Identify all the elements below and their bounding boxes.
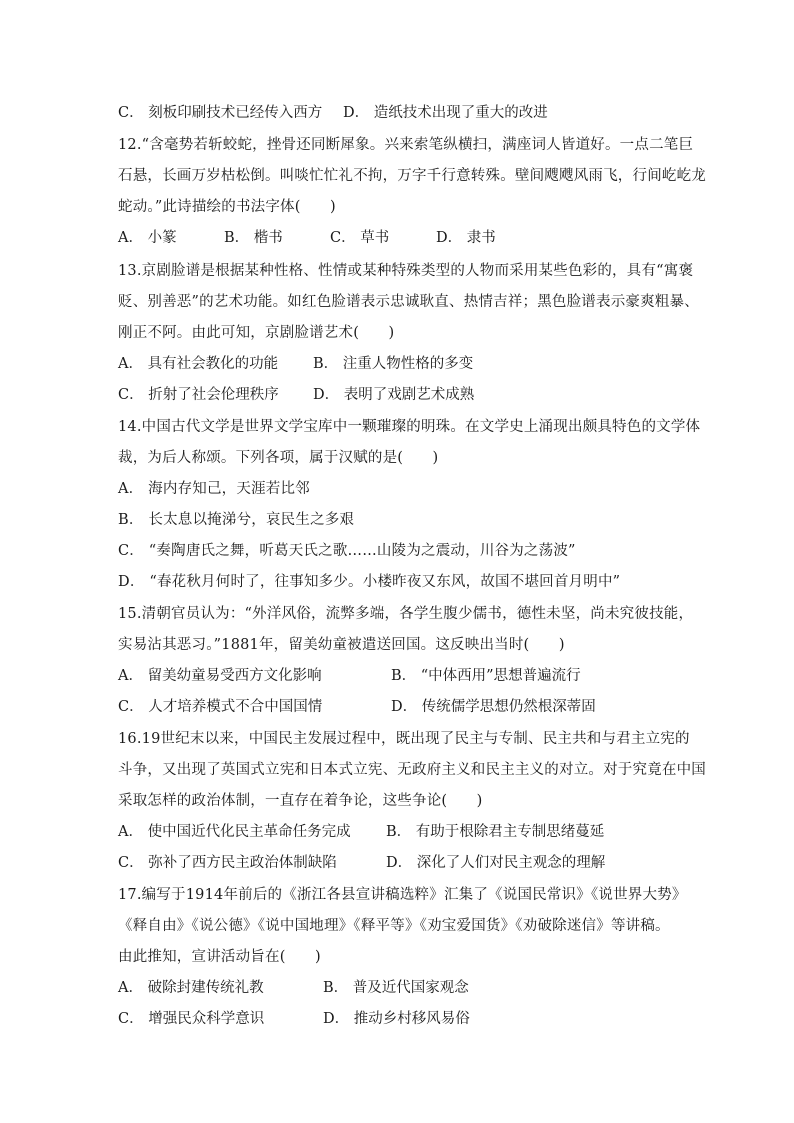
- q13-option-d: D． 表明了戏剧艺术成熟: [313, 387, 475, 403]
- q17-option-d: D． 推动乡村移风易俗: [323, 1011, 470, 1027]
- q16-option-a: A． 使中国近代化民主革命任务完成: [118, 824, 351, 840]
- q17-stem-line-3: 由此推知，宣讲活动旨在( ): [118, 949, 321, 965]
- q12-stem-line-1: 12.“含毫势若斩蛟蛇，挫骨还同断犀象。兴来索笔纵横扫，满座词人皆道好。一点二笔巨: [118, 137, 694, 153]
- q11-option-d: D． 造纸技术出现了重大的改进: [343, 105, 548, 121]
- q13-option-c: C． 折射了社会伦理秩序: [118, 387, 279, 403]
- q16-stem-line-2: 斗争，又出现了英国式立宪和日本式立宪、无政府主义和民主主义的对立。对于究竟在中国: [118, 762, 706, 778]
- q17-option-b: B． 普及近代国家观念: [323, 980, 469, 996]
- q14-option-b: B． 长太息以掩涕兮，哀民生之多艰: [118, 512, 355, 528]
- q12-option-d: D． 隶书: [436, 230, 496, 246]
- q13-option-a: A． 具有社会教化的功能: [118, 356, 279, 372]
- q14-option-a: A． 海内存知己，天涯若比邻: [118, 481, 310, 497]
- q17-option-c: C． 增强民众科学意识: [118, 1011, 265, 1027]
- q17-option-a: A． 破除封建传统礼教: [118, 980, 264, 996]
- q13-stem-line-3: 刚正不阿。由此可知，京剧脸谱艺术( ): [118, 325, 395, 341]
- q14-option-d: D． “春花秋月何时了，往事知多少。小楼昨夜又东风，故国不堪回首月明中”: [118, 574, 621, 590]
- q16-option-c: C． 弥补了西方民主政治体制缺陷: [118, 855, 337, 871]
- q15-option-a: A． 留美幼童易受西方文化影响: [118, 668, 322, 684]
- q12-stem-line-3: 蛇动。”此诗描绘的书法字体( ): [118, 199, 336, 215]
- q13-stem-line-2: 贬、别善恶”的艺术功能。如红色脸谱表示忠诚耿直、热情吉祥；黑色脸谱表示豪爽粗暴、: [118, 294, 699, 310]
- q15-option-b: B． “中体西用”思想普遍流行: [391, 668, 581, 684]
- q15-option-d: D． 传统儒学思想仍然根深蒂固: [391, 699, 596, 715]
- q12-option-c: C． 草书: [330, 230, 390, 246]
- q14-stem-line-2: 裁，为后人称颂。下列各项，属于汉赋的是( ): [118, 450, 439, 466]
- q16-stem-line-3: 采取怎样的政治体制，一直存在着争论，这些争论( ): [118, 793, 483, 809]
- q14-option-c: C． “奏陶唐氏之舞，听葛天氏之歌……山陵为之震动，川谷为之荡波”: [118, 543, 576, 559]
- q15-stem-line-2: 实易沾其恶习。”1881年，留美幼童被遣送回国。这反映出当时( ): [118, 637, 565, 653]
- q15-stem-line-1: 15.清朝官员认为：“外洋风俗，流弊多端，各学生腹少儒书，德性未坚，尚未究彼技能，: [118, 606, 694, 622]
- q16-option-b: B． 有助于根除君主专制思绪蔓延: [386, 824, 605, 840]
- q12-option-b: B． 楷书: [224, 230, 283, 246]
- q17-stem-line-2: 《释自由》《说公德》《说中国地理》《释平等》《劝宝爱国货》《劝破除迷信》等讲稿。: [118, 918, 670, 934]
- q16-stem-line-1: 16.19世纪末以来，中国民主发展过程中，既出现了民主与专制、民主共和与君主立宪的: [118, 731, 690, 747]
- q12-stem-line-2: 石悬，长画万岁枯松倒。叫啖忙忙礼不拘，万字千行意转殊。壁间飕飕风雨飞，行间屹屹龙: [118, 168, 706, 184]
- q13-stem-line-1: 13.京剧脸谱是根据某种性格、性情或某种特殊类型的人物而采用某些色彩的，具有“寓褒: [118, 263, 694, 279]
- q16-option-d: D． 深化了人们对民主观念的理解: [386, 855, 606, 871]
- q17-stem-line-1: 17.编写于1914年前后的《浙江各县宣讲稿选粹》汇集了《说国民常识》《说世界大势》: [118, 887, 687, 903]
- q11-option-c: C． 刻板印刷技术已经传入西方: [118, 105, 323, 121]
- q13-option-b: B． 注重人物性格的多变: [313, 356, 474, 372]
- q12-option-a: A． 小篆: [118, 230, 177, 246]
- q15-option-c: C． 人才培养模式不合中国国情: [118, 699, 323, 715]
- q14-stem-line-1: 14.中国古代文学是世界文学宝库中一颗璀璨的明珠。在文学史上涌现出颇具特色的文学体: [118, 419, 701, 435]
